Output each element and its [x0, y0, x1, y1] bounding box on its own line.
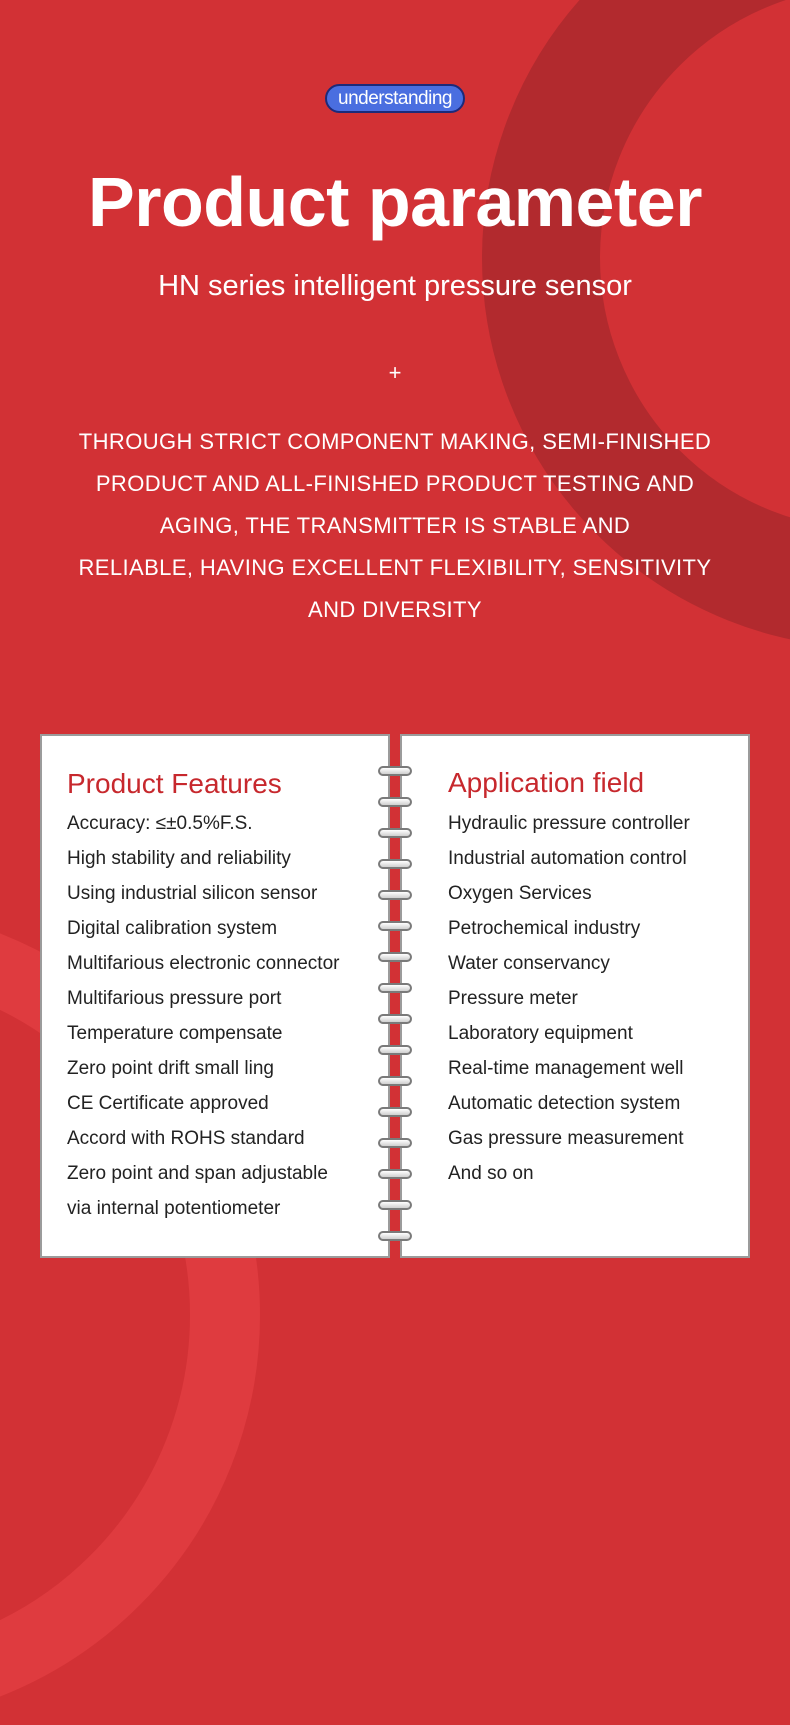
spiral-ring — [378, 797, 412, 807]
application-item: Oxygen Services — [448, 883, 592, 904]
product-features-card — [40, 734, 390, 1258]
feature-item: Digital calibration system — [67, 918, 278, 939]
spiral-ring — [378, 1200, 412, 1210]
application-item: Gas pressure measurement — [448, 1128, 684, 1149]
description-line: AND DIVERSITY — [308, 597, 482, 622]
feature-item: CE Certificate approved — [67, 1093, 269, 1114]
application-field-card — [400, 734, 750, 1258]
spiral-ring — [378, 983, 412, 993]
plus-divider: + — [388, 360, 402, 385]
application-item: Water conservancy — [448, 953, 610, 974]
application-item: Hydraulic pressure controller — [448, 813, 690, 834]
feature-item: Zero point and span adjustable — [67, 1163, 328, 1184]
feature-item: Accuracy: ≤±0.5%F.S. — [67, 813, 253, 834]
description-line: THROUGH STRICT COMPONENT MAKING, SEMI-FINISHED — [78, 429, 712, 454]
spiral-ring — [378, 1169, 412, 1179]
feature-item: Using industrial silicon sensor — [67, 883, 318, 904]
spiral-ring — [378, 859, 412, 869]
feature-item: via internal potentiometer — [67, 1198, 281, 1219]
understanding-tag: understanding — [325, 84, 465, 113]
application-item: Real-time management well — [448, 1058, 684, 1079]
application-item: Laboratory equipment — [448, 1023, 633, 1044]
page-subtitle: HN series intelligent pressure sensor — [158, 270, 632, 302]
spiral-ring — [378, 1076, 412, 1086]
features-title: Product Features — [67, 768, 282, 799]
application-item: Pressure meter — [448, 988, 578, 1009]
description-block — [40, 421, 750, 631]
spiral-ring — [378, 1045, 412, 1055]
feature-item: Multifarious electronic connector — [67, 953, 340, 974]
feature-item: High stability and reliability — [67, 848, 291, 869]
application-item: Automatic detection system — [448, 1093, 681, 1114]
feature-item: Zero point drift small ling — [67, 1058, 274, 1079]
spiral-ring — [378, 828, 412, 838]
features-list — [67, 806, 339, 1226]
spiral-ring — [378, 952, 412, 962]
description-line: RELIABLE, HAVING EXCELLENT FLEXIBILITY, SENSITIVITY — [78, 555, 712, 580]
spiral-ring — [378, 766, 412, 776]
applications-title: Application field — [448, 767, 645, 798]
description-line: AGING, THE TRANSMITTER IS STABLE AND — [159, 513, 631, 538]
spiral-ring — [378, 890, 412, 900]
page-title: Product parameter — [88, 163, 702, 241]
description-line: PRODUCT AND ALL-FINISHED PRODUCT TESTING AND — [95, 471, 695, 496]
spiral-ring — [378, 1014, 412, 1024]
feature-item: Accord with ROHS standard — [67, 1128, 305, 1149]
application-item: Industrial automation control — [448, 848, 687, 869]
spiral-ring — [378, 1231, 412, 1241]
spiral-ring — [378, 1107, 412, 1117]
spiral-ring — [378, 921, 412, 931]
feature-item: Multifarious pressure port — [67, 988, 282, 1009]
spiral-ring — [378, 1138, 412, 1148]
application-item: Petrochemical industry — [448, 918, 641, 939]
applications-list — [448, 806, 690, 1191]
feature-item: Temperature compensate — [67, 1023, 283, 1044]
notebook-spiral-binding — [378, 766, 412, 1246]
application-item: And so on — [448, 1163, 534, 1184]
